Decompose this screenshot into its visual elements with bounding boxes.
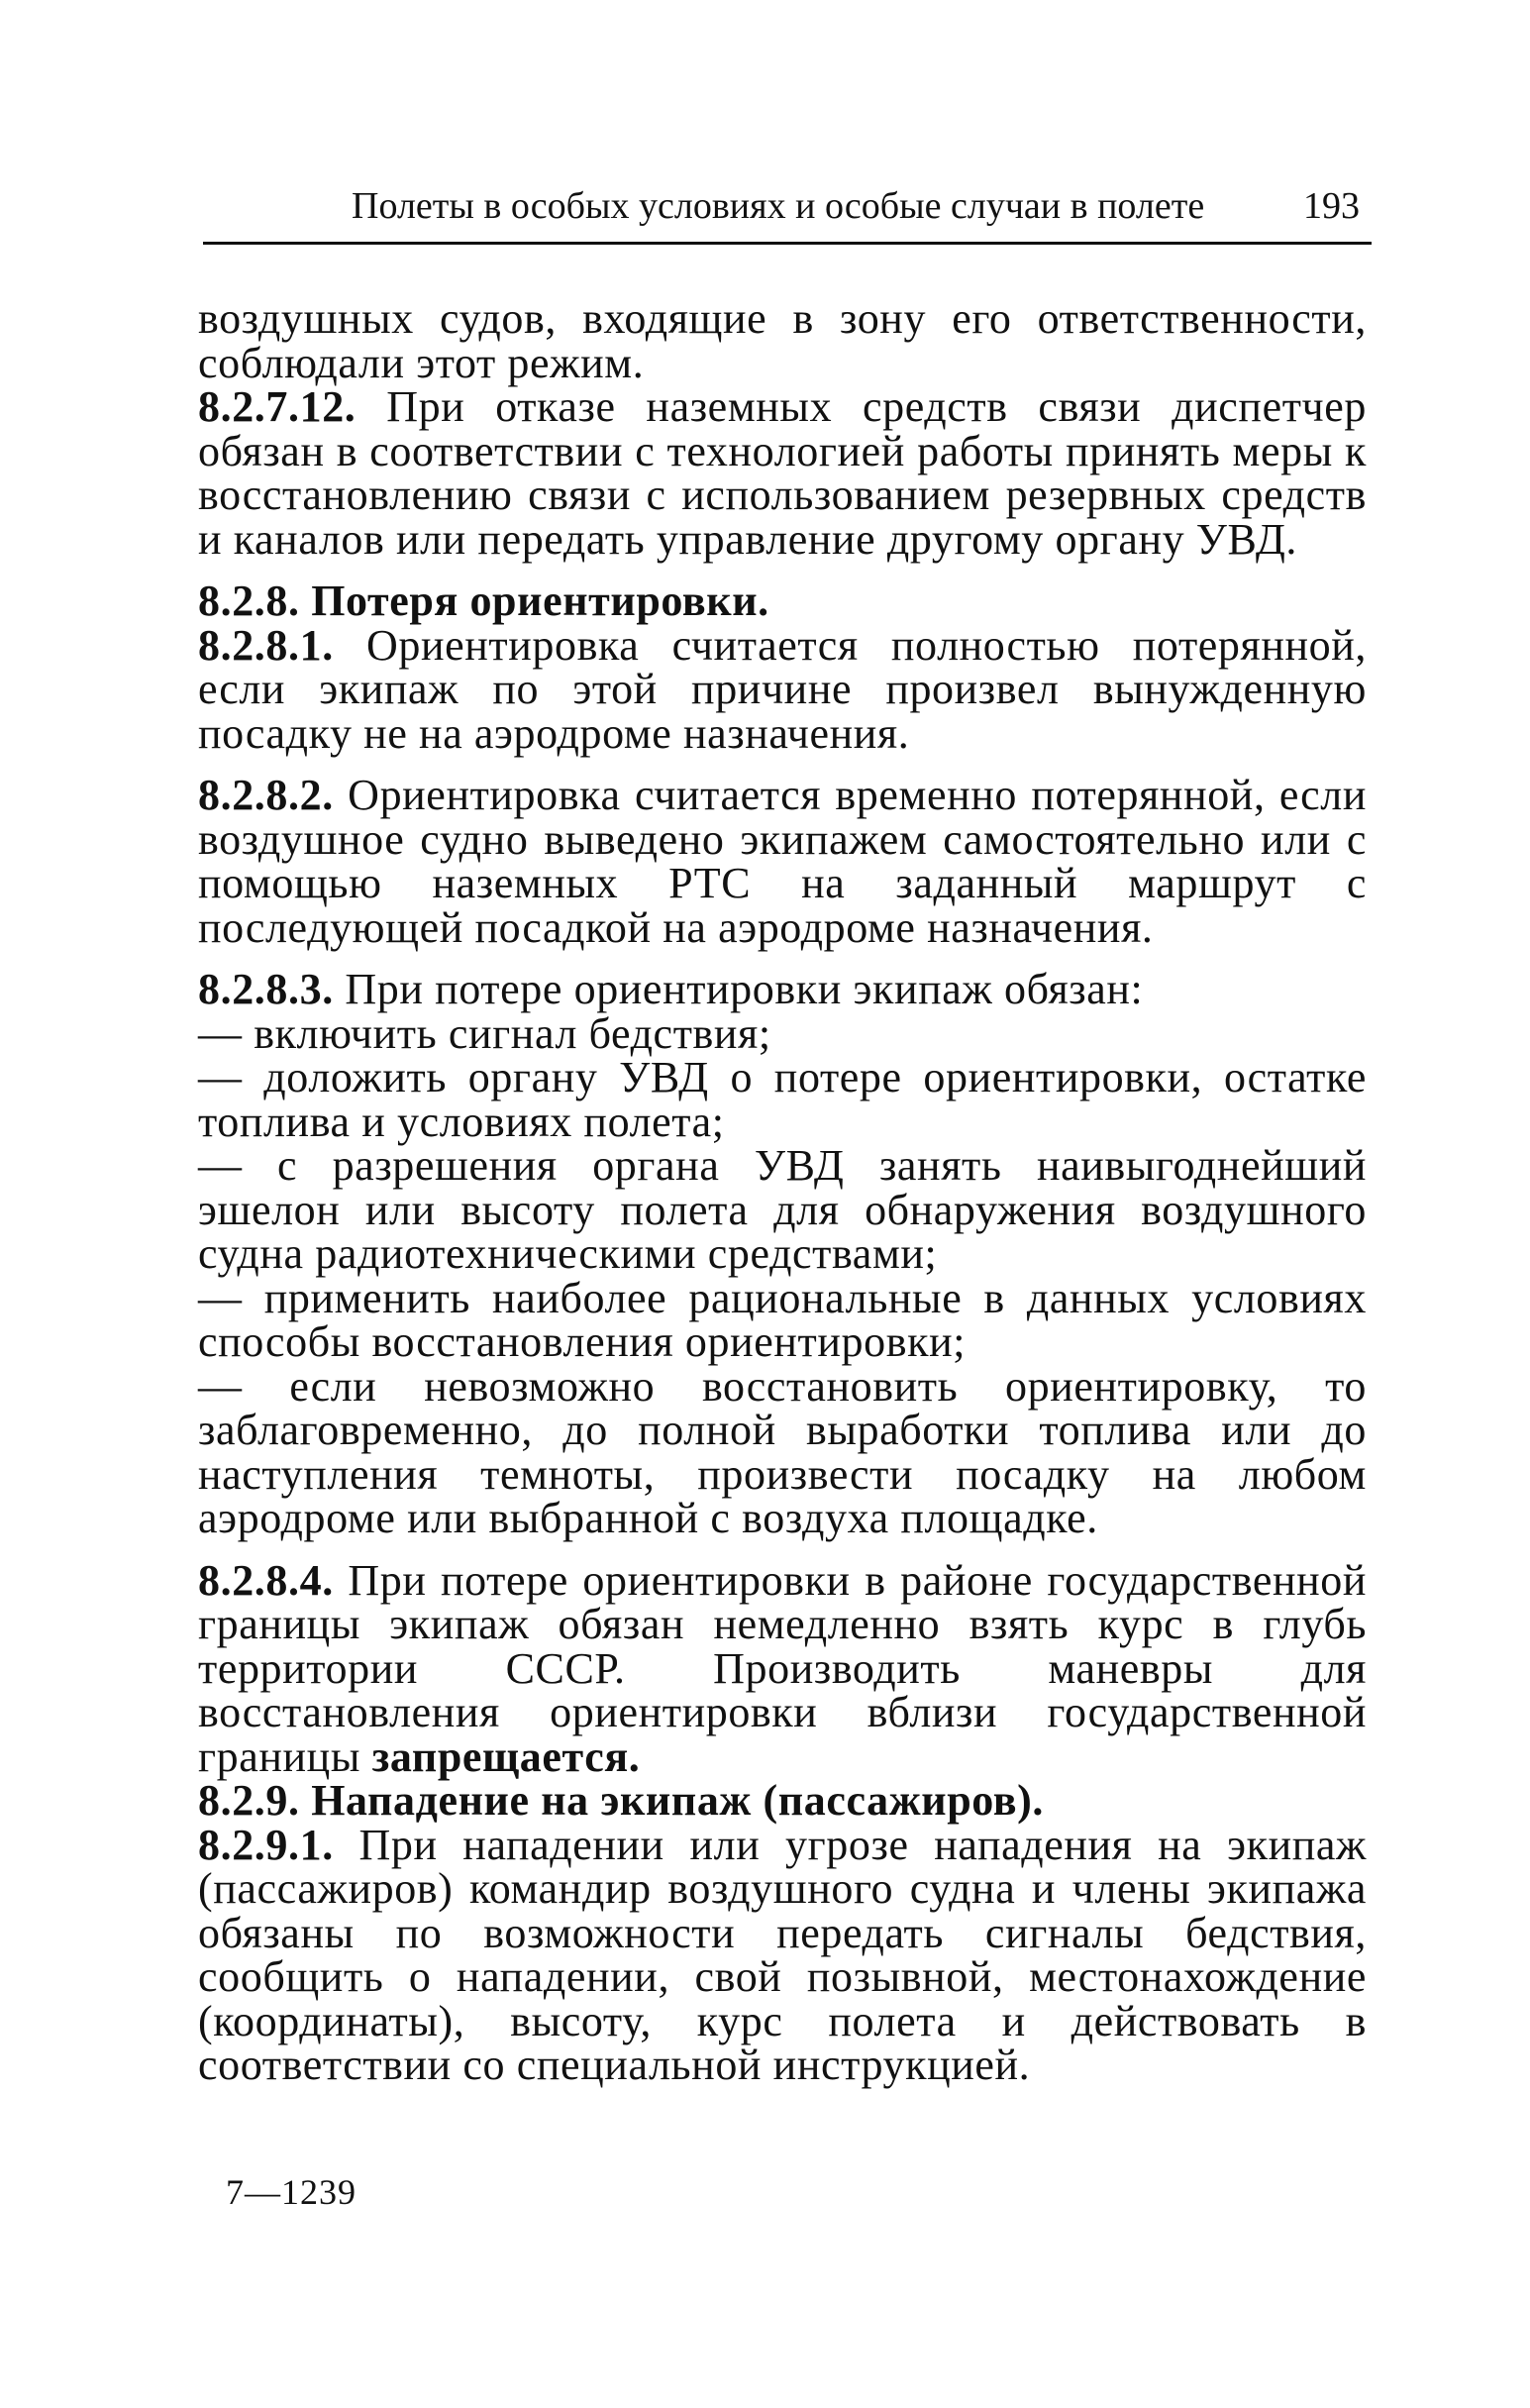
list-item: — если невозможно восстановить ориентировку, то заблаговременно, до полной выработки топлива или до наступления темноты, произвести посадку на любом аэродроме или выбранной с воздуха площадке. bbox=[198, 1361, 1367, 1542]
clause-number: 8.2.8.4. bbox=[198, 1555, 334, 1605]
clause-number: 8.2.7.12. bbox=[198, 382, 357, 431]
paragraph-8-2-8-2 bbox=[198, 771, 1367, 952]
paragraph-text: При потере ориентировки экипаж обязан: bbox=[333, 965, 1144, 1013]
list-item: — применить наиболее рациональные в данных условиях способы восстановления ориентировки; bbox=[198, 1273, 1367, 1366]
list-item: — доложить органу УВД о потере ориентировки, остатке топлива и условиях полета; bbox=[198, 1053, 1367, 1146]
paragraph-text: При нападении или угрозе нападения на экипаж (пассажиров) командир воздушного судна и члены экипажа обязаны по возможности передать сигналы бедствия, сообщить о нападении, свой позывной, местонахождение (координаты), высоту, курс полета и действовать в соответствии со специальной инструкцией. bbox=[198, 1820, 1367, 2089]
paragraph-text: При отказе наземных средств связи диспетчер обязан в соответствии с технологией работы принять меры к восстановлению связи с использованием резервных средств и каналов или передать управление другому органу УВД. bbox=[198, 382, 1367, 564]
page-number: 193 bbox=[1303, 185, 1360, 227]
paragraph-text: При потере ориентировки в районе государственной границы экипаж обязан немедленно взять курс в глубь территории СССР. Производить маневры для восстановления ориентировки вблизи государственной границы bbox=[198, 1555, 1367, 1781]
clause-number: 8.2.9.1. bbox=[198, 1820, 334, 1869]
list-item: — с разрешения органа УВД занять наивыгоднейший эшелон или высоту полета для обнаружения воздушного судна радиотехническими средствами; bbox=[198, 1141, 1367, 1278]
running-title: Полеты в особых условиях и особые случаи в полете bbox=[352, 185, 1205, 227]
clause-number: 8.2.8.3. bbox=[198, 965, 334, 1013]
section-heading-8-2-8: 8.2.8. Потеря ориентировки. bbox=[198, 576, 769, 625]
paragraph-text: Ориентировка считается полностью потерянной, если экипаж по этой причине произвел вынужденную посадку не на аэродроме назначения. bbox=[198, 620, 1367, 758]
section-heading-8-2-9: 8.2.9. Нападение на экипаж (пассажиров). bbox=[198, 1776, 1044, 1825]
page-header bbox=[203, 184, 1372, 244]
emphasis-text: запрещается. bbox=[371, 1731, 641, 1781]
list-item: — включить сигнал бедствия; bbox=[198, 1008, 771, 1058]
paragraph-8-2-8-1 bbox=[198, 620, 1367, 758]
paragraph-8-2-8-4 bbox=[198, 1555, 1367, 1781]
paragraph-8-2-8-3 bbox=[198, 965, 1367, 1013]
clause-number: 8.2.8.1. bbox=[198, 620, 334, 670]
clause-number: 8.2.8.2. bbox=[198, 771, 334, 819]
page-body bbox=[198, 294, 1367, 2089]
header-rule bbox=[203, 242, 1372, 245]
paragraph-continuation bbox=[198, 294, 1367, 387]
print-signature: 7—1239 bbox=[226, 2172, 357, 2212]
paragraph-8-2-7-12 bbox=[198, 382, 1367, 564]
paragraph-8-2-9-1 bbox=[198, 1820, 1367, 2089]
paragraph-text: воздушных судов, входящие в зону его ответственности, соблюдали этот режим. bbox=[198, 294, 1367, 387]
paragraph-text: Ориентировка считается временно потерянной, если воздушное судно выведено экипажем самостоятельно или с помощью наземных РТС на заданный маршрут с последующей посадкой на аэродроме назначения. bbox=[198, 771, 1367, 952]
